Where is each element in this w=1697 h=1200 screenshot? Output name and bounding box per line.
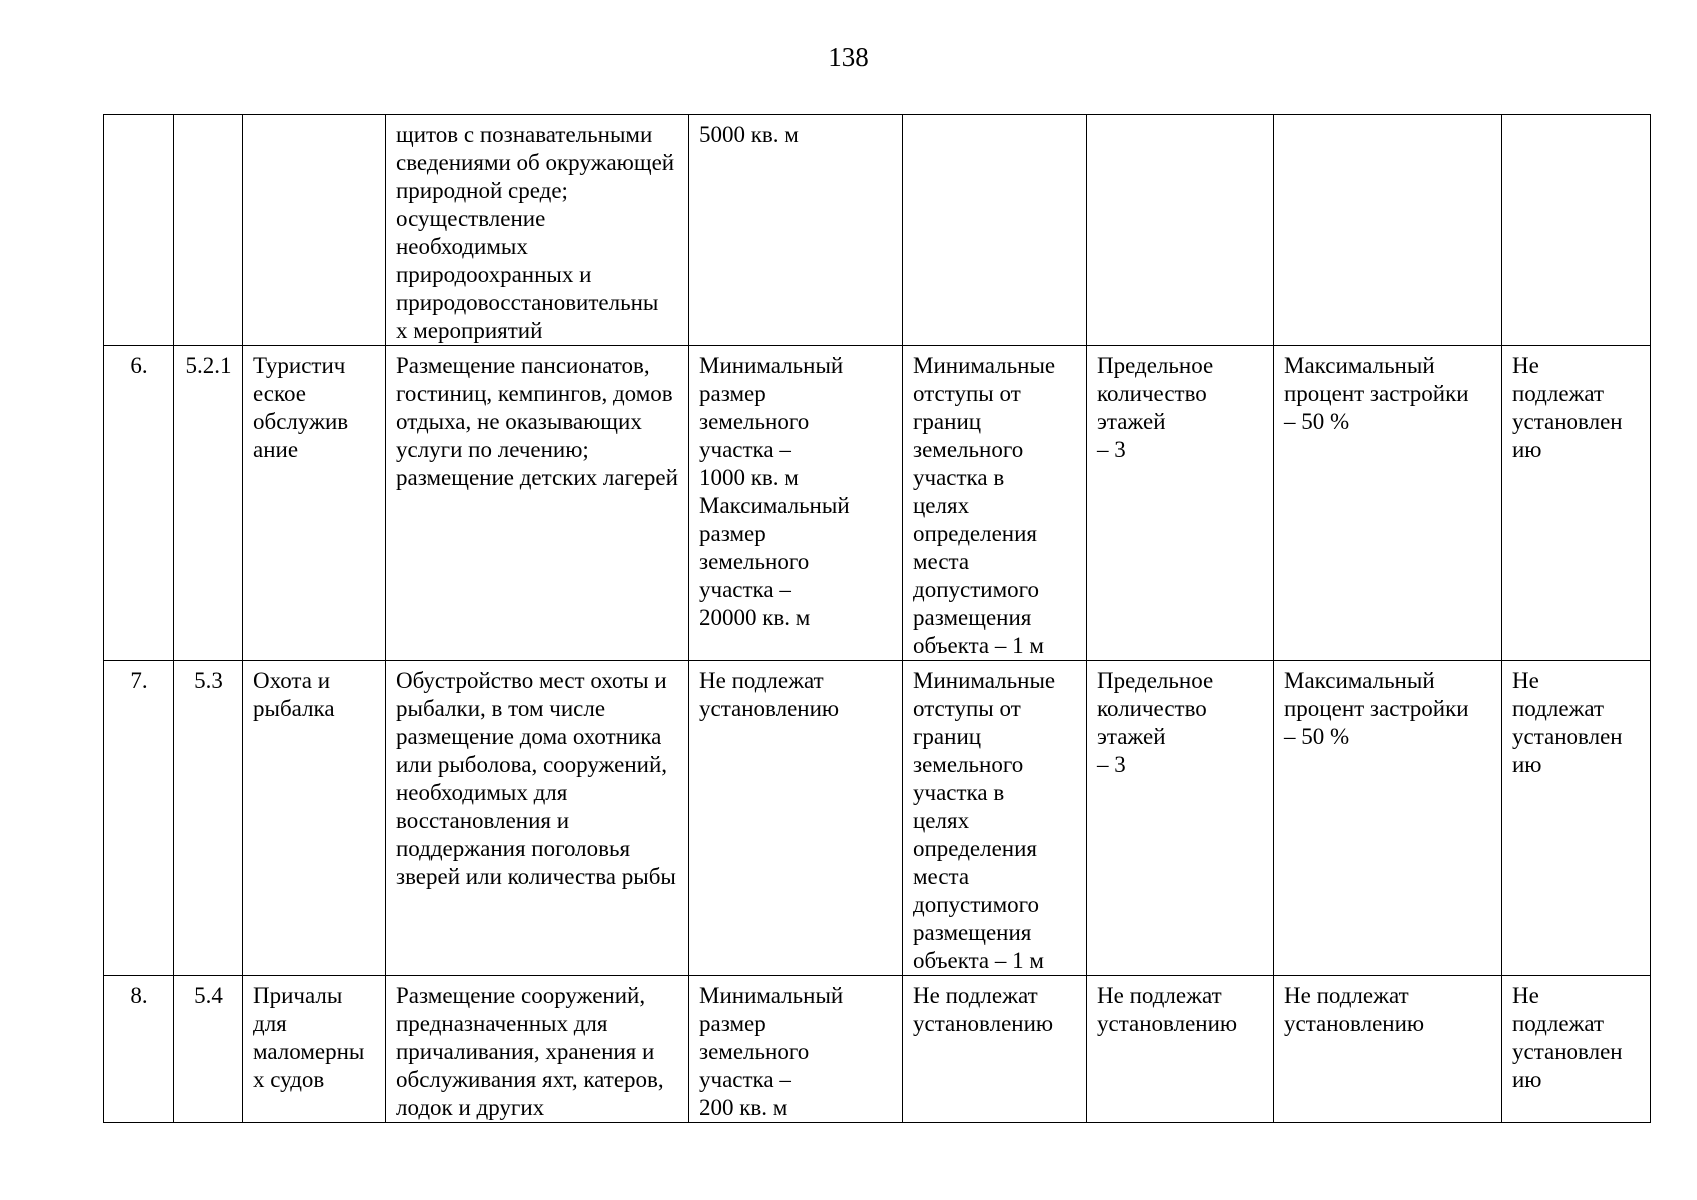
table-row (104, 346, 1651, 661)
cell-use-name: Охота и рыбалка (243, 661, 386, 976)
cell-use-name: Туристич еское обслужив ание (243, 346, 386, 661)
cell-floors (1087, 115, 1274, 346)
cell-use-description: Размещение сооружений, предназначенных для причаливания, хранения и обслуживания яхт, катеров, лодок и других (386, 976, 689, 1123)
cell-setbacks (903, 115, 1087, 346)
page-number: 138 (828, 42, 869, 72)
cell-coverage (1274, 115, 1502, 346)
cell-floors: Не подлежат установлению (1087, 976, 1274, 1123)
cell-row-number: 7. (104, 661, 174, 976)
cell-use-description: Обустройство мест охоты и рыбалки, в том числе размещение дома охотника или рыболова, сооружений, необходимых для восстановления и поддержания поголовья зверей или количества рыбы (386, 661, 689, 976)
cell-use-code: 5.3 (174, 661, 243, 976)
table-row (104, 976, 1651, 1123)
zoning-regulations-table (103, 114, 1651, 1123)
cell-plot-size: Не подлежат установлению (689, 661, 903, 976)
cell-use-description: Размещение пансионатов, гостиниц, кемпингов, домов отдыха, не оказывающих услуги по лечению; размещение детских лагерей (386, 346, 689, 661)
cell-use-code: 5.4 (174, 976, 243, 1123)
cell-coverage: Не подлежат установлению (1274, 976, 1502, 1123)
cell-restrictions: Не подлежат установлен ию (1502, 346, 1651, 661)
cell-row-number: 8. (104, 976, 174, 1123)
cell-use-name (243, 115, 386, 346)
cell-row-number (104, 115, 174, 346)
cell-row-number: 6. (104, 346, 174, 661)
cell-setbacks: Минимальные отступы от границ земельного участка в целях определения места допустимого размещения объекта – 1 м (903, 661, 1087, 976)
cell-use-code: 5.2.1 (174, 346, 243, 661)
cell-use-description: щитов с познавательными сведениями об окружающей природной среде; осуществление необходимых природоохранных и природовосстановительны х мероприятий (386, 115, 689, 346)
cell-plot-size: 5000 кв. м (689, 115, 903, 346)
cell-setbacks: Не подлежат установлению (903, 976, 1087, 1123)
cell-use-name: Причалы для маломерны х судов (243, 976, 386, 1123)
cell-use-code (174, 115, 243, 346)
cell-setbacks: Минимальные отступы от границ земельного участка в целях определения места допустимого размещения объекта – 1 м (903, 346, 1087, 661)
cell-restrictions (1502, 115, 1651, 346)
cell-plot-size: Минимальный размер земельного участка – 200 кв. м (689, 976, 903, 1123)
table-row (104, 115, 1651, 346)
cell-floors: Предельное количество этажей – 3 (1087, 346, 1274, 661)
cell-floors: Предельное количество этажей – 3 (1087, 661, 1274, 976)
cell-coverage: Максимальный процент застройки – 50 % (1274, 661, 1502, 976)
cell-coverage: Максимальный процент застройки – 50 % (1274, 346, 1502, 661)
cell-restrictions: Не подлежат установлен ию (1502, 661, 1651, 976)
cell-plot-size: Минимальный размер земельного участка – 1000 кв. м Максимальный размер земельного участка – 20000 кв. м (689, 346, 903, 661)
cell-restrictions: Не подлежат установлен ию (1502, 976, 1651, 1123)
table-row (104, 661, 1651, 976)
